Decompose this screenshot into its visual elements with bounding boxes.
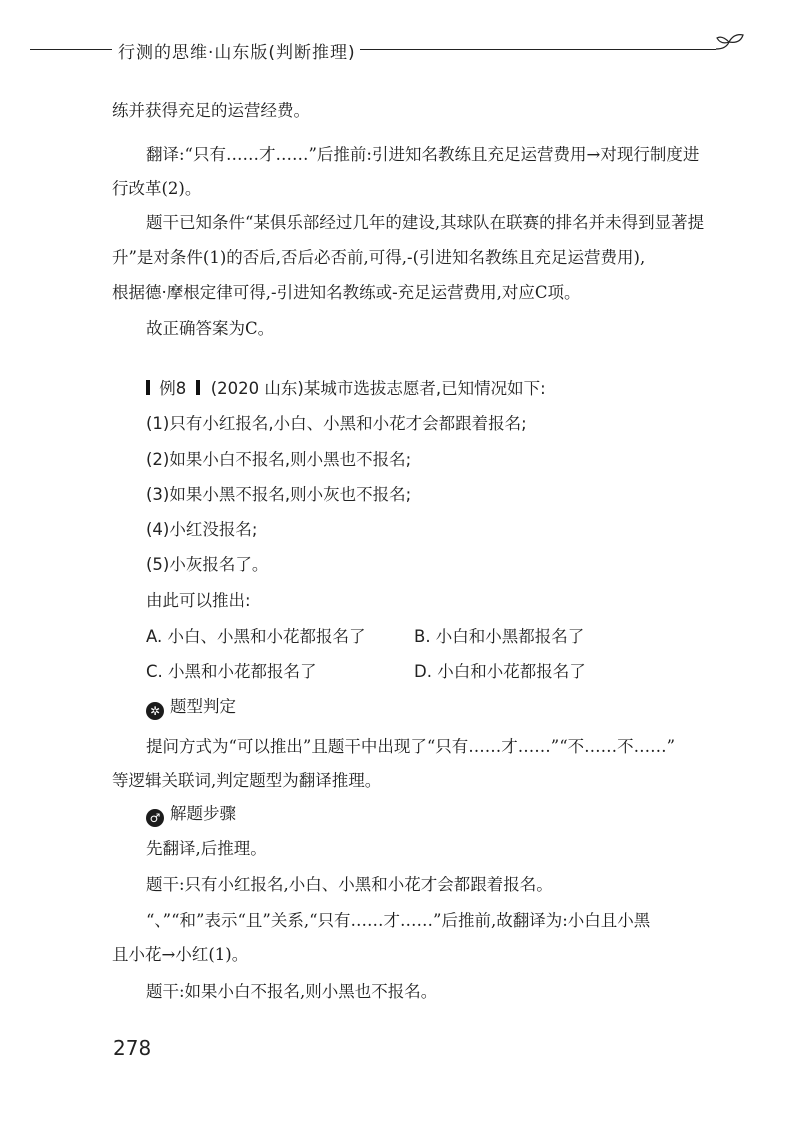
key-icon: ♂ (146, 809, 164, 827)
body-line: 故正确答案为C。 (146, 319, 275, 338)
header-rule-left (30, 49, 112, 50)
section-steps-heading (146, 797, 236, 831)
body-line: 且小花→小红(1)。 (112, 945, 249, 964)
section-title: 题型判定 (170, 697, 236, 716)
example-stem-text: (2020 山东)某城市选拔志愿者,已知情况如下: (210, 379, 546, 398)
gear-icon: ✲ (146, 702, 164, 720)
section-title: 解题步骤 (170, 804, 236, 823)
condition-item: (1)只有小红报名,小白、小黑和小花才会都跟着报名; (146, 414, 527, 433)
section-type-heading (146, 690, 236, 724)
body-line: 根据德·摩根定律可得,-引进知名教练或-充足运营费用,对应C项。 (112, 283, 581, 302)
sprout-icon (716, 30, 746, 60)
body-line: 翻译:“只有……才……”后推前:引进知名教练且充足运营费用→对现行制度进 (146, 145, 700, 164)
body-line: 题干已知条件“某俱乐部经过几年的建设,其球队在联赛的排名并未得到显著提 (146, 213, 705, 232)
bracket-left (146, 380, 150, 395)
option-b: B. 小白和小黑都报名了 (414, 627, 585, 646)
body-line: 提问方式为“可以推出”且题干中出现了“只有……才……”“不……不……” (146, 737, 676, 756)
example-tag: 例8 (159, 379, 187, 398)
running-header (30, 36, 730, 62)
body-line: 升”是对条件(1)的否后,否后必否前,可得,-(引进知名教练且充足运营费用), (112, 248, 646, 267)
body-line: “、”“和”表示“且”关系,“只有……才……”后推前,故翻译为:小白且小黑 (146, 911, 651, 930)
option-a: A. 小白、小黑和小花都报名了 (146, 627, 366, 646)
condition-item: (3)如果小黑不报名,则小灰也不报名; (146, 485, 412, 504)
body-line: 等逻辑关联词,判定题型为翻译推理。 (112, 771, 382, 790)
condition-item: (2)如果小白不报名,则小黑也不报名; (146, 450, 412, 469)
body-line: 题干:只有小红报名,小白、小黑和小花才会都跟着报名。 (146, 875, 553, 894)
header-rule-right (360, 49, 716, 50)
body-line: 题干:如果小白不报名,则小黑也不报名。 (146, 982, 438, 1001)
example-stem (146, 372, 546, 406)
condition-item: (4)小红没报名; (146, 520, 258, 539)
body-line: 练并获得充足的运营经费。 (112, 101, 310, 120)
header-title: 行测的思维·山东版(判断推理) (118, 43, 356, 63)
page-number: 278 (113, 1036, 152, 1060)
condition-item: (5)小灰报名了。 (146, 555, 269, 574)
option-d: D. 小白和小花都报名了 (414, 662, 586, 681)
body-line: 先翻译,后推理。 (146, 839, 267, 858)
question-text: 由此可以推出: (146, 591, 251, 610)
body-line: 行改革(2)。 (112, 179, 202, 198)
option-c: C. 小黑和小花都报名了 (146, 662, 317, 681)
bracket-right (196, 380, 200, 395)
